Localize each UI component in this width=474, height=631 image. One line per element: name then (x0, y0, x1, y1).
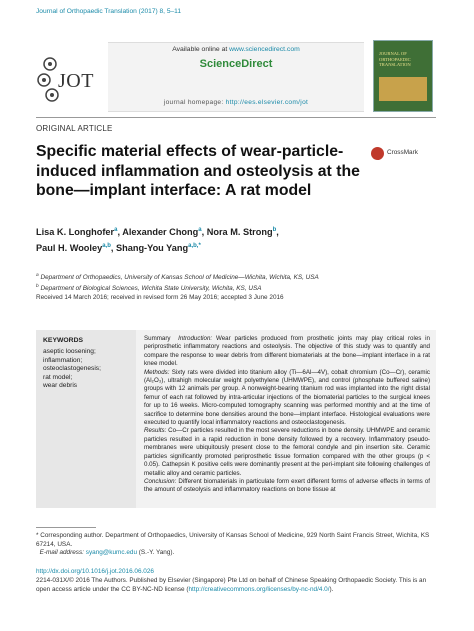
corresponding-author: * Corresponding author. Department of Orthopaedics, University of Kansas School of Medicine, 929 North Saint Francis Street, Wichita, KS 67214, USA. (36, 532, 430, 548)
affiliation-line (36, 282, 436, 293)
keywords-title: KEYWORDS (43, 337, 84, 344)
affiliation-mark: b (36, 284, 39, 290)
crossmark-icon (371, 147, 384, 160)
author-name: Alexander Chong (122, 227, 199, 238)
methods-text: Sixty rats were divided into titanium alloy (Ti—6Al—4V), cobalt chromium (Co—Cr), ceramic (Al₂O₃), ultrahigh molecular weight polyethylene (UHMWPE), and control (phosphate buffered saline) groups with 12 animals per group. A nonweight-bearing titanium rod was implanted into the right distal femur of each rat followed by intra-articular injections of the biomaterial particles to the surgical knees for up to 16 weeks. Micro-computed tomography scanning was performed monthly and at the time of sacrifice to determine bone densities around the bone—implant interface. Histological evaluations were executed to quantify local inflammatory reactions and osteoclastogenesis. (144, 368, 430, 427)
journal-reference[interactable]: Journal of Orthopaedic Translation (2017) 8, 5–11 (36, 8, 182, 15)
homepage-prefix: journal homepage: (163, 99, 226, 106)
license-link[interactable]: http://creativecommons.org/licenses/by-nc-nd/4.0/ (188, 585, 330, 593)
intro-text: Wear particles produced from prosthetic joints may play critical roles in periprosthetic inflammatory reactions and osteolysis. The objective of this study was to quantify and compare the response to wear debris from different biomaterials at the bone—implant interface in a rat knee model. (144, 335, 430, 368)
crossmark-label: CrossMark (387, 149, 418, 156)
article-type: ORIGINAL ARTICLE (36, 124, 113, 133)
copyright-end: ). (329, 585, 334, 593)
author-separator: , (117, 227, 123, 238)
author-affiliation-mark[interactable]: b (272, 227, 277, 233)
author-affiliation-mark[interactable]: a (114, 227, 118, 233)
results-label: Results: (144, 427, 167, 435)
email-link[interactable]: syang@kumc.edu (85, 549, 137, 557)
sciencedirect-link[interactable]: www.sciencedirect.com (229, 46, 300, 53)
abstract-box (136, 330, 436, 508)
affiliation-mark: a (36, 273, 39, 278)
author-name: Nora M. Strong (206, 227, 273, 238)
keyword-item: aseptic loosening; (43, 348, 96, 355)
keywords-list (43, 348, 101, 391)
keyword-item: inflammation; (43, 356, 83, 364)
affiliation-line (36, 271, 436, 282)
conclusion-text: Different biomaterials in particulate form exert different forms of adverse effects in terms of the amount of osteolysis and inflammatory reactions on bone tissue at (144, 477, 430, 494)
article-title: Specific material effects of wear-particle-induced inflammation and osteolysis at the bone—implant interface: A rat model (36, 143, 360, 199)
copyright-text: 2214-031X/© 2016 The Authors. Published by Elsevier (Singapore) Pte Ltd on behalf of Chinese Speaking Orthopaedic Society. This is an open access article under the CC BY-NC-ND license ( (36, 577, 427, 593)
author-name: Shang-You Yang (115, 242, 189, 253)
journal-header (108, 42, 364, 112)
author-name: Lisa K. Longhofer (36, 227, 115, 238)
email-suffix: (S.-Y. Yang). (137, 549, 175, 557)
author-separator: , (201, 227, 207, 238)
corresponding-footnote (36, 532, 436, 558)
cover-title: JOURNAL OF ORTHOPAEDIC TRANSLATION (379, 51, 411, 67)
copyright-notice (36, 577, 436, 594)
keyword-item: wear debris (43, 382, 78, 390)
footnote-rule (36, 527, 96, 528)
author-affiliation-mark[interactable]: a,b,* (188, 242, 201, 249)
author-separator: , (110, 242, 116, 253)
homepage-link[interactable]: http://ees.elsevier.com/jot (225, 99, 309, 106)
journal-homepage (108, 99, 364, 106)
affiliations (36, 271, 436, 293)
summary-label: Summary (144, 335, 171, 342)
author-name: Paul H. Wooley (36, 242, 103, 253)
conclusion-label: Conclusion: (144, 477, 177, 485)
sciencedirect-logo: ScienceDirect (199, 58, 273, 70)
available-online (108, 46, 364, 53)
header-rule (36, 117, 436, 118)
cover-band (379, 77, 427, 101)
intro-label: Introduction: (178, 335, 213, 342)
author-affiliation-mark[interactable]: a,b (102, 242, 111, 249)
author-list (36, 224, 436, 255)
keyword-item: rat model; (43, 373, 73, 381)
affiliation-text: Department of Orthopaedics, University of Kansas School of Medicine—Wichita, Wichita, KS, USA (40, 274, 319, 282)
crossmark-badge[interactable] (371, 146, 433, 162)
email-label: E-mail address: (39, 549, 84, 557)
results-text: Co—Cr particles resulted in the most severe reductions in bone density. UHMWPE and ceramic particles resulted in a rapid reduction in bone density followed by a recovery. Inflammatory pseudo-membranes were ubiquitously present close to the femoral condyle and pin insertion site. Ceramic particles significantly promoted periprosthetic tissue formation compared with the other groups (p < 0.05). Cathepsin K positive cells were dominantly present at the peri-implant site following challenges of metallic alloy and ceramic particles. (144, 427, 430, 477)
logo-text: JOT (58, 70, 94, 92)
author-affiliation-mark[interactable]: a (198, 227, 202, 233)
keywords-box (36, 330, 136, 508)
received-dates: Received 14 March 2016; received in revised form 26 May 2016; accepted 3 June 2016 (36, 294, 284, 301)
author-separator: , (276, 227, 279, 238)
available-prefix: Available online at (172, 46, 230, 53)
keyword-item: osteoclastogenesis; (43, 365, 101, 373)
affiliation-text: Department of Biological Sciences, Wichita State University, Wichita, KS, USA (40, 285, 262, 293)
doi-link[interactable]: http://dx.doi.org/10.1016/j.jot.2016.06.026 (36, 568, 154, 575)
abstract-text (144, 335, 430, 495)
methods-label: Methods: (144, 368, 170, 376)
journal-cover (373, 40, 433, 112)
